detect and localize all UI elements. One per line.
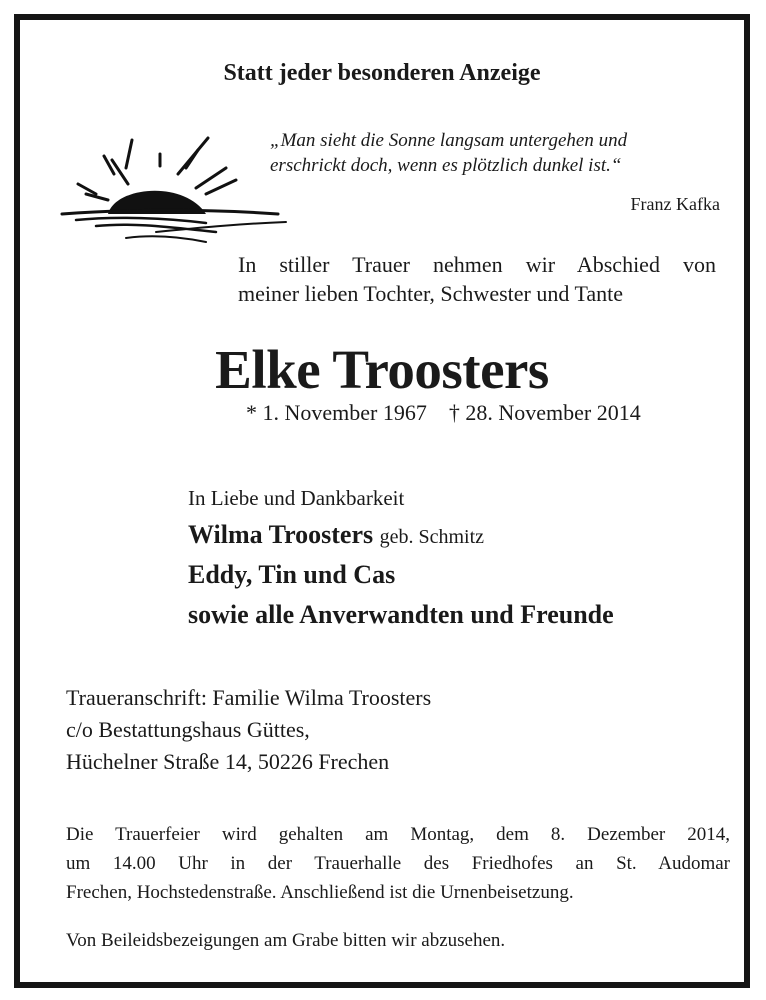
mourner-name: Wilma Troosters — [188, 520, 374, 549]
service-line-3: Frechen, Hochstedenstraße. Anschließend ist die Urnenbeisetzung. — [66, 882, 574, 903]
maiden-name-note: geb. Schmitz — [379, 526, 485, 548]
mourner-line-2: Eddy, Tin und Cas — [188, 560, 396, 589]
final-note: Von Beileidsbezeigungen am Grabe bitten wir abzusehen. — [66, 930, 506, 951]
kafka-quote — [270, 128, 627, 178]
intro-text — [238, 250, 716, 308]
header-title: Statt jeder besonderen Anzeige — [223, 60, 541, 86]
life-dates — [246, 400, 641, 426]
service-line-2: um 14.00 Uhr in der Trauerhalle des Friedhofes an St. Audomar — [66, 853, 730, 874]
address-line-2: c/o Bestattungshaus Güttes, — [66, 717, 310, 742]
address-line-1: Traueranschrift: Familie Wilma Troosters — [66, 685, 432, 710]
intro-line-2: meiner lieben Tochter, Schwester und Tante — [238, 281, 623, 306]
mourner-line-3: sowie alle Anverwandten und Freunde — [188, 600, 614, 629]
address-line-3: Hüchelner Straße 14, 50226 Frechen — [66, 749, 390, 774]
service-line-1: Die Trauerfeier wird gehalten am Montag, dem 8. Dezember 2014, — [66, 824, 730, 845]
quote-line-1: „Man sieht die Sonne langsam untergehen und — [270, 130, 628, 151]
mourner-line-1 — [188, 520, 484, 550]
sunset-icon — [56, 128, 296, 248]
mourners-intro: In Liebe und Dankbarkeit — [188, 486, 405, 510]
mourning-address — [66, 682, 431, 778]
death-date: † 28. November 2014 — [448, 400, 641, 425]
quote-author: Franz Kafka — [630, 194, 720, 214]
obituary-card — [14, 14, 750, 988]
funeral-service-info — [66, 820, 730, 907]
quote-line-2: erschrickt doch, wenn es plötzlich dunkel ist.“ — [270, 155, 622, 176]
birth-date: * 1. November 1967 — [246, 400, 427, 425]
deceased-name: Elke Troosters — [215, 339, 549, 400]
intro-line-1: In stiller Trauer nehmen wir Abschied von — [238, 252, 716, 277]
